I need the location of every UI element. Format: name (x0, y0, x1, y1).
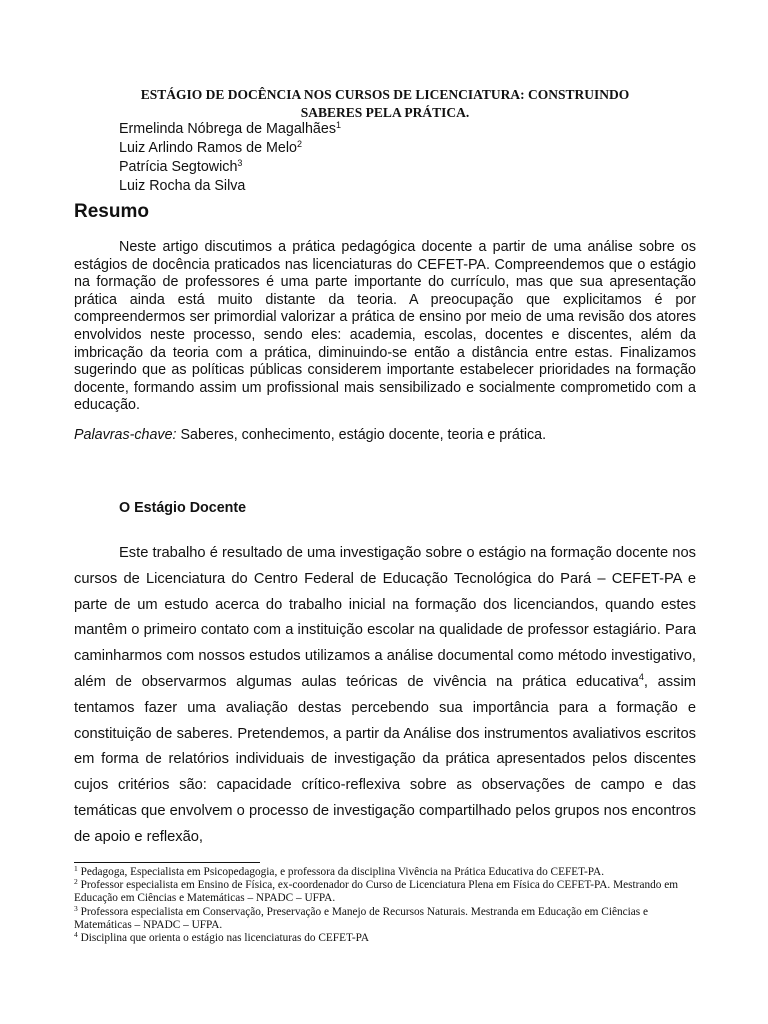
footnote-reference: 4 (638, 671, 644, 682)
footnote-mark: 4 (74, 930, 78, 940)
footnote (74, 866, 704, 879)
author-affiliation-mark: 1 (335, 120, 341, 130)
abstract-text: Neste artigo discutimos a prática pedagógica docente a partir de uma análise sobre os estágios de docência praticados nas licenciaturas do CEFET-PA. Compreendemos que o estágio na formação de professores é uma parte importante do currículo, mas que sua apresentação prática ainda está muito distante da teoria. A preocupação que explicitamos é por compreendermos ser primordial valorizar a prática de ensino por meio de uma revisão dos atores envolvidos neste processo, sendo eles: academia, escolas, docentes e discentes, além da imbricação da teoria com a prática, diminuindo-se então a distância entre estas. Finalizamos sugerindo que as políticas públicas considerem importante estabelecer prioridades na formação docente, formando assim um profissional mais sensibilizado e socialmente comprometido com a educação. (74, 239, 696, 414)
section-body-text (74, 541, 696, 851)
footnote-divider (74, 862, 260, 863)
author-name-text: Luiz Arlindo Ramos de Melo (119, 140, 298, 156)
keywords (74, 426, 696, 444)
keywords-text: Saberes, conhecimento, estágio docente, teoria e prática. (176, 427, 547, 443)
author-name-text: Patrícia Segtowich (119, 159, 238, 175)
footnote (74, 879, 704, 905)
keywords-label: Palavras-chave: (74, 427, 177, 443)
author-affiliation-mark: 3 (237, 158, 243, 168)
paper-title (74, 86, 696, 122)
author-name (119, 139, 341, 158)
author-name (119, 177, 341, 196)
footnote-text: Disciplina que orienta o estágio nas licenciaturas do CEFET-PA (77, 932, 370, 945)
footnote-text: Professor especialista em Ensino de Física, ex-coordenador do Curso de Licenciatura Plena em Física do CEFET-PA. Mestrando em Educação em Ciências e Matemáticas – NPADC – UFPA. (74, 879, 679, 905)
footnote-text: Pedagoga, Especialista em Psicopedagogia, e professora da disciplina Vivência na Prática Educativa do CEFET-PA. (77, 866, 605, 878)
footnotes (74, 866, 704, 945)
author-name (119, 120, 341, 139)
author-list (119, 120, 341, 196)
footnote (74, 932, 704, 945)
paper-title-line-2: SABERES PELA PRÁTICA. (300, 105, 470, 120)
footnote-mark: 1 (74, 864, 78, 873)
abstract-heading: Resumo (74, 201, 149, 222)
author-name-text: Luiz Rocha da Silva (119, 178, 246, 194)
paper-title-line-1: ESTÁGIO DE DOCÊNCIA NOS CURSOS DE LICENCIATURA: CONSTRUINDO (140, 87, 630, 102)
body-text-part-1: Este trabalho é resultado de uma investigação sobre o estágio na formação docente nos cursos de Licenciatura do Centro Federal de Educação Tecnológica do Pará – CEFET-PA e parte de um estudo acerca do trabalho inicial na formação dos licenciandos, quando estes mantêm o primeiro contato com a instituição escolar na qualidade de professor estagiário. Para caminharmos com nossos estudos utilizamos a análise documental como método investigativo, além de observarmos algumas aulas teóricas de vivência na prática educativa (74, 545, 696, 690)
footnote-text: Professora especialista em Conservação, Preservação e Manejo de Recursos Naturais. Mestranda em Educação em Ciências e Matemáticas – NPADC – UFPA. (74, 905, 649, 931)
footnote-mark: 3 (74, 903, 78, 913)
body-text-part-2: , assim tentamos fazer uma avaliação destas percebendo sua importância para a formação e constituição de saberes. Pretendemos, a partir da Análise dos instrumentos avaliativos escritos em forma de relatórios individuais de investigação da prática apresentados pelos discentes cujos critérios são: capacidade crítico-reflexiva sobre as observações de campo e das temáticas que envolvem o processo de investigação compartilhado pelos grupos nos encontros de apoio e reflexão, (74, 673, 696, 845)
section-heading: O Estágio Docente (119, 500, 247, 516)
author-name (119, 158, 341, 177)
author-affiliation-mark: 2 (297, 139, 303, 149)
footnote-mark: 2 (74, 877, 78, 887)
footnote (74, 903, 704, 932)
author-name-text: Ermelinda Nóbrega de Magalhães (119, 121, 336, 137)
